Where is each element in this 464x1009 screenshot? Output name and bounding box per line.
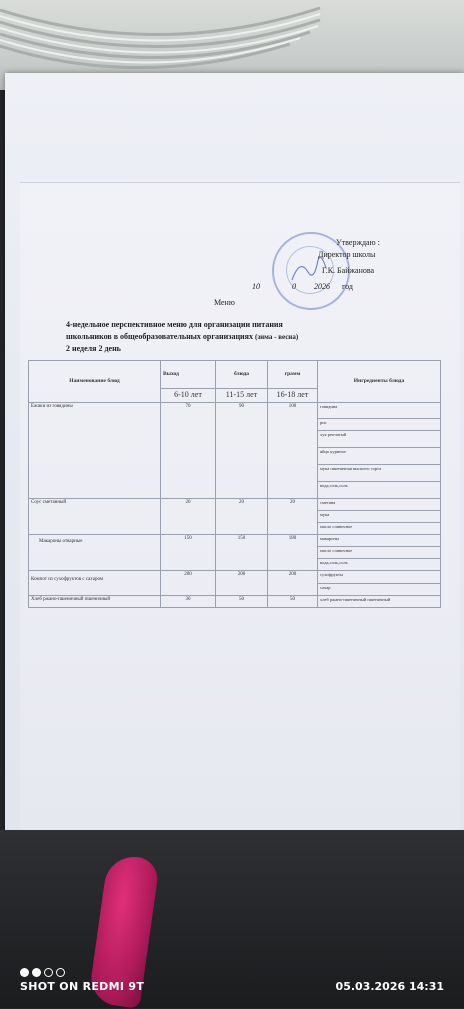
approval-month: 0 [292,282,296,291]
portion-11-15: 90 [216,403,268,499]
ingredient: лук репчатый [318,431,441,448]
table-row [29,499,441,511]
portion-6-10: 20 [161,499,216,535]
photo-date: 05.03.2026 [335,980,406,993]
portion-6-10: 70 [161,403,216,499]
header-dish: блюда [216,361,268,389]
portion-11-15: 200 [216,571,268,596]
ingredient: мука [318,511,441,523]
portion-16-18: 200 [268,571,318,596]
approval-line-1: Утверждаю : [336,238,380,247]
header-ingredients: Ингредиенты блюда [318,361,441,403]
table-header-row [29,361,441,389]
ingredient: масло сливочное [318,523,441,535]
header-age-16-18: 16-18 лет [268,389,318,403]
header-age-6-10: 6-10 лет [161,389,216,403]
photo-timestamp [336,980,444,993]
dish-name: Макароны отварные [29,535,161,571]
table-row [29,403,441,419]
ingredient: сухофрукты [318,571,441,584]
title-line-1: 4-недельное перспективное меню для организации питания [66,320,283,329]
ingredient: вода,соль,соль [318,482,441,499]
portion-16-18: 20 [268,499,318,535]
ingredient: говядина [318,403,441,419]
portion-6-10: 150 [161,535,216,571]
approval-line-3: Г.К. Байжанова [322,266,375,275]
ingredient: мука пшеничная высшего сорта [318,465,441,482]
menu-table [28,360,441,608]
title-line-2: школьников в общеобразовательных организациях [66,332,253,341]
season: (зима - весна) [255,333,299,341]
approval-line-2: Директор школы [318,250,376,259]
portion-11-15: 150 [216,535,268,571]
ingredient: макароны [318,535,441,547]
portion-11-15: 50 [216,596,268,608]
dish-name: Ежики из говядины [29,403,161,499]
dish-name: Хлеб ржано-пшеничный пшеничный [29,596,161,608]
ingredient: сметана [318,499,441,511]
portion-16-18: 180 [268,535,318,571]
header-grams: грамм [268,361,318,389]
header-yield: Выход [161,361,216,389]
header-dish-name: Наименование блюд [29,361,161,403]
cable-coil-icon [0,0,330,80]
table-row [29,596,441,608]
ingredient: масло сливочное [318,547,441,559]
portion-11-15: 20 [216,499,268,535]
table-row [29,571,441,584]
menu-heading: Меню [214,298,235,307]
dish-name: Компот из сухофруктов с сахаром [29,571,161,596]
table-row [29,535,441,547]
ingredient: вода,соль,соль [318,559,441,571]
approval-day: 10 [252,282,260,291]
camera-watermark: SHOT ON REDMI 9T [20,980,145,993]
portion-6-10: 200 [161,571,216,596]
approval-year: 2026 [314,282,330,291]
ingredient: рис [318,419,441,431]
approval-year-suffix: год [342,282,353,291]
ingredient: хлеб ржано-пшеничный пшеничный [318,596,441,608]
portion-16-18: 50 [268,596,318,608]
dish-name: Соус сметанный [29,499,161,535]
ingredient: сахар [318,584,441,596]
photo-time: 14:31 [408,980,444,993]
ingredient: яйцо куриное [318,448,441,465]
header-age-11-15: 11-15 лет [216,389,268,403]
portion-6-10: 30 [161,596,216,608]
week-day: 2 неделя 2 день [66,344,121,353]
portion-16-18: 100 [268,403,318,499]
